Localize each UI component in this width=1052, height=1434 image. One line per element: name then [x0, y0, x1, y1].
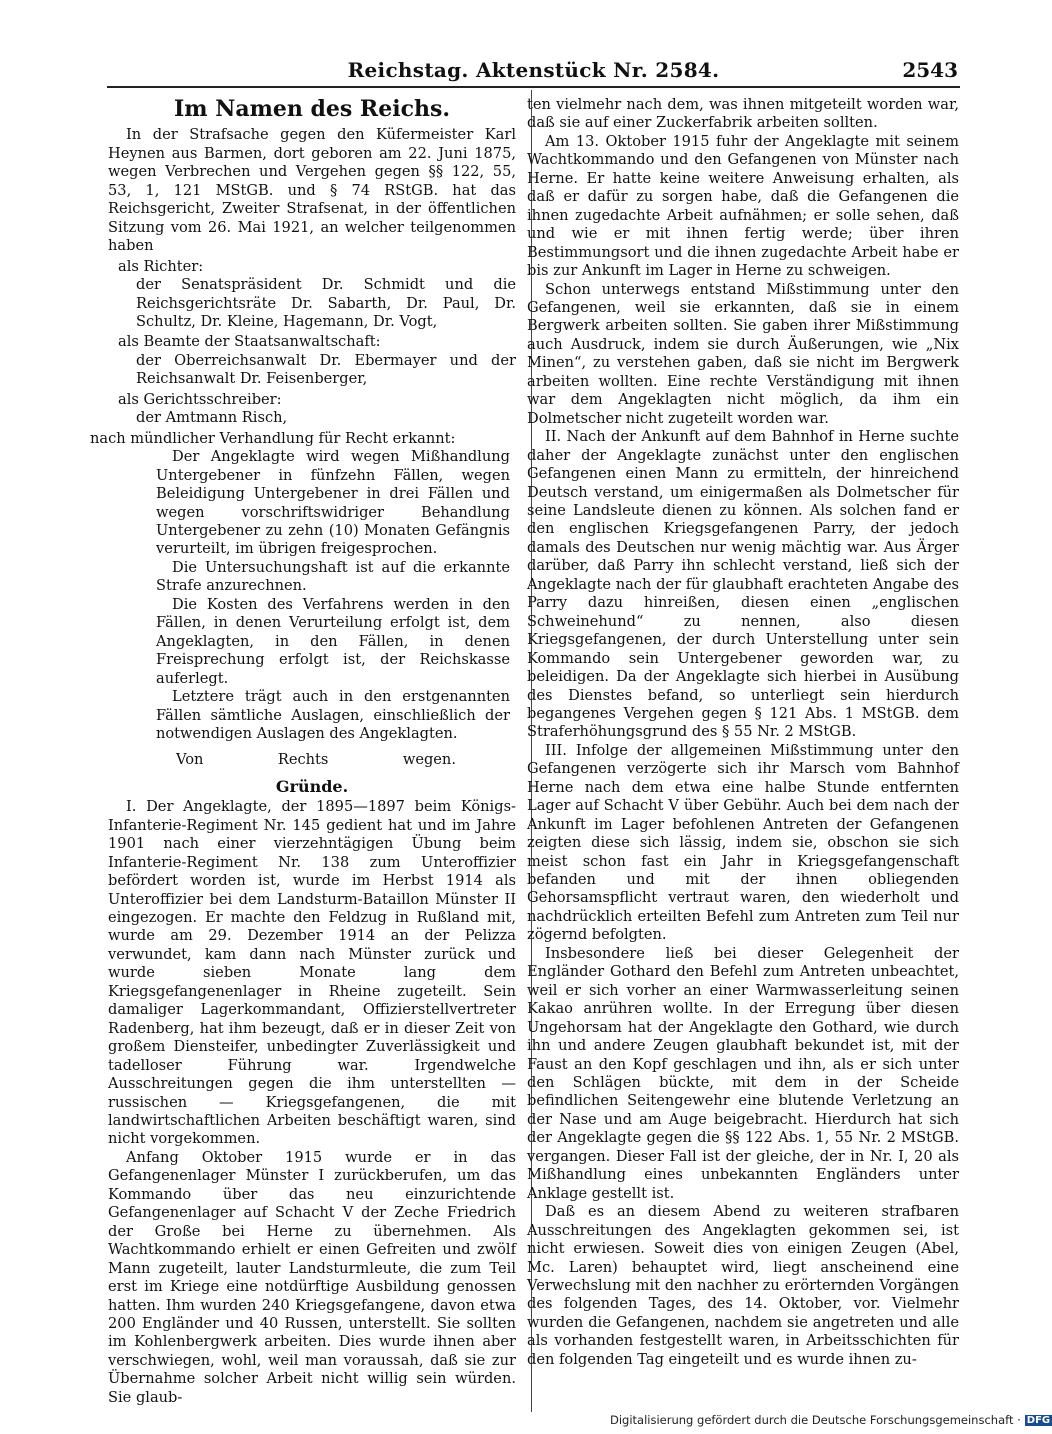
- rechts-word: wegen.: [402, 751, 456, 769]
- verdict-paragraph: Der Angeklagte wird wegen Mißhandlung Untergebener in fünfzehn Fällen, wegen Beleidigung Untergebener in drei Fällen und wegen vorschriftswidriger Behandlung Untergebener zu zehn (10) Monaten Gefängnis verurteilt, im übrigen freigesprochen.: [156, 448, 510, 558]
- body-paragraph: I. Der Angeklagte, der 1895—1897 beim Königs-Infanterie-Regiment Nr. 145 gedient hat und im Jahre 1901 nach einer vierzehntägigen Übung beim Infanterie-Regiment Nr. 138 zum Unteroffizier befördert worden ist, wurde im Herbst 1914 als Unteroffizier bei dem Landsturm-Bataillon Münster II eingezogen. Er machte den Feldzug in Rußland mit, wurde am 29. Dezember 1914 an der Pelizza verwundet, kam dann nach Münster zurück und wurde sieben Monate lang dem Kriegsgefangenenlager in Rheine zugeteilt. Sein damaliger Lagerkommandant, Offizierstellvertreter Radenberg, hat ihm bezeugt, daß er in dieser Zeit von großem Diensteifer, unbedingter Zuverlässigkeit und tadelloser Führung war. Irgendwelche Ausschreitungen gegen die ihm unterstellten — russischen — Kriegsgefangenen, die mit landwirtschaftlichen Arbeiten beschäftigt waren, sind nicht vorgekommen.: [108, 798, 516, 1148]
- schreiber-label: als Gerichtsschreiber:: [118, 390, 282, 408]
- verdict-intro: nach mündlicher Verhandlung für Recht erkannt:: [90, 429, 456, 447]
- body-paragraph: II. Nach der Ankunft auf dem Bahnhof in Herne suchte daher der Angeklagte zunächst unter den englischen Gefangenen einen Mann zu ermitteln, der hinreichend Deutsch verstand, um einigermaßen als Dolmetscher für seine Landsleute dienen zu können. Als solchen fand er den englischen Kriegsgefangenen Parry, der jedoch damals des Deutschen nur wenig mächtig war. Aus Ärger darüber, daß Parry ihn schlecht verstand, ließ sich der Angeklagte nach der für glaubhaft erachteten Angabe des Parry dazu hinreißen, diesen einen „englischen Schweinehund“ zu nennen, also diesen Kriegsgefangenen, der durch Unterstellung unter sein Kommando sein Untergebener geworden war, zu beleidigen. Da der Angeklagte sich hierbei in Ausübung des Dienstes befand, so unterliegt sein hierdurch begangenes Vergehen gegen § 121 Abs. 1 MStGB. dem Straferhöhungsgrund des § 55 Nr. 2 MStGB.: [527, 428, 959, 741]
- running-header: [107, 52, 960, 88]
- body-paragraph: Schon unterwegs entstand Mißstimmung unter den Gefangenen, weil sie erkannten, daß sie in einem Bergwerk arbeiten sollten. Sie gaben ihrer Mißstimmung auch Ausdruck, indem sie durch Äußerungen, wie „Nix Minen“, zu verstehen gaben, daß sie nicht im Bergwerk arbeiten wollten. Eine rechte Verständigung mit ihnen war dem Angeklagten nicht möglich, da ihm ein Dolmetscher nicht zugeteilt worden war.: [527, 280, 959, 427]
- body-paragraph: Am 13. Oktober 1915 fuhr der Angeklagte mit seinem Wachtkommando und den Gefangenen von Münster nach Herne. Er hatte keine weitere Anweisung erhalten, als daß er dafür zu sorgen habe, daß die Gefangenen die ihnen zugedachte Arbeit aufnähmen; er solle sehen, daß und wie er mit ihnen fertig werde; über ihren Bestimmungsort und die ihnen zugedachte Arbeit habe er bis zur Ankunft im Lager in Herne zu schweigen.: [527, 132, 959, 280]
- von-rechts-wegen: [176, 751, 456, 769]
- dfg-logo: DFG: [1026, 1415, 1051, 1426]
- right-column: [527, 96, 959, 1369]
- rechts-word: Von: [176, 751, 204, 769]
- beamte-members: der Oberreichsanwalt Dr. Ebermayer und der Reichsanwalt Dr. Feisenberger,: [136, 351, 516, 388]
- body-paragraph: Anfang Oktober 1915 wurde er in das Gefangenenlager Münster I zurückberufen, um das Kommando über das neu einzurichtende Gefangenenlager auf Schacht V der Zeche Friedrich der Große bei Herne zu übernehmen. Als Wachtkommando erhielt er einen Gefreiten und zwölf Mann zugeteilt, lauter Landsturmleute, die zum Teil erst im Kriege eine notdürftige Ausbildung genossen hatten. Ihm wurden 240 Kriegsgefangene, davon etwa 200 Engländer und 40 Russen, unterstellt. Sie sollten im Kohlenbergwerk arbeiten. Dies wurde ihnen aber verschwiegen, wohl, weil man voraussah, daß sie zur Übernahme solcher Arbeit nicht willig sein würden. Sie glaub-: [108, 1148, 516, 1406]
- intro-paragraph: In der Strafsache gegen den Küfermeister Karl Heynen aus Barmen, dort geboren am 22. Juni 1875, wegen Verbrechen und Vergehen gegen §§ 122, 55, 53, 1, 121 MStGB. und § 74 RStGB. hat das Reichsgericht, Zweiter Strafsenat, in der öffentlichen Sitzung vom 26. Mai 1921, an welcher teilgenommen haben: [108, 126, 516, 255]
- digitization-footer: [610, 1413, 1051, 1427]
- body-paragraph: III. Infolge der allgemeinen Mißstimmung unter den Gefangenen verzögerte sich ihr Marsch vom Bahnhof Herne nach dem etwa eine halbe Stunde entfernten Lager auf Schacht V über Gebühr. Auch bei dem nach der Ankunft im Lager befohlenen Antreten der Gefangenen zeigten diese sich lässig, indem sie, obschon sie sich meist schon fast ein Jahr in Kriegsgefangenschaft befanden und mit der ihnen obliegenden Gehorsamspflicht vertraut waren, den wiederholt und nachdrücklich erteilten Befehl zum Antreten zum Teil nur zögernd befolgten.: [527, 741, 959, 944]
- body-paragraph: ten vielmehr nach dem, was ihnen mitgeteilt worden war, daß sie auf einer Zuckerfabrik arbeiten sollten.: [527, 96, 959, 132]
- footer-text: Digitalisierung gefördert durch die Deutsche Forschungsgemeinschaft ·: [610, 1413, 1021, 1427]
- body-paragraph: Daß es an diesem Abend zu weiteren strafbaren Ausschreitungen des Angeklagten gekommen sei, ist nicht erwiesen. Soweit dies von einigen Zeugen (Abel, Mc. Laren) behauptet wird, liegt anscheinend eine Verwechslung mit den nachher zu erörternden Vorgängen des folgenden Tages, des 14. Oktober, vor. Vielmehr wurden die Gefangenen, nachdem sie angetreten und alle als vorhanden festgestellt waren, in Arbeitsschichten für den folgenden Tag eingeteilt und es wurde ihnen zu-: [527, 1203, 959, 1368]
- left-column: [90, 96, 516, 1407]
- page-number: 2543: [902, 58, 958, 82]
- gruende-heading: Gründe.: [275, 776, 349, 796]
- body-paragraph: Insbesondere ließ bei dieser Gelegenheit der Engländer Gothard den Befehl zum Antreten unbeachtet, weil er sich vorher an einer Warmwasserleitung seinen Kakao anrühren wollte. In der Erregung über diesen Ungehorsam hat der Angeklagte den Gothard, wie durch ihn und andere Zeugen glaubhaft bekundet ist, mit der Faust an den Kopf geschlagen und ihn, als er sich unter den Schlägen bückte, mit dem in der Scheide befindlichen Seitengewehr eine blutende Verletzung an der Nase und am Auge beigebracht. Hierdurch hat sich der Angeklagte gegen die §§ 122 Abs. 1, 55 Nr. 2 MStGB. vergangen. Dieser Fall ist der gleiche, der in Nr. I, 20 als Mißhandlung eines unbekannten Engländers unter Anklage gestellt ist.: [527, 944, 959, 1202]
- header-title: Reichstag. Aktenstück Nr. 2584.: [347, 58, 720, 82]
- verdict-paragraph: Die Kosten des Verfahrens werden in den Fällen, in denen Verurteilung erfolgt ist, dem Angeklagten, in den Fällen, in denen Freisprechung erfolgt ist, der Reichskasse auferlegt.: [156, 595, 510, 687]
- verdict-paragraph: Letztere trägt auch in den erstgenannten Fällen sämtliche Auslagen, einschließlich der notwendigen Auslagen des Angeklagten.: [156, 688, 510, 742]
- schreiber-member: der Amtmann Risch,: [136, 409, 288, 427]
- richter-label: als Richter:: [118, 257, 204, 275]
- judgment-heading: Im Namen des Reichs.: [173, 96, 451, 122]
- beamte-label: als Beamte der Staatsanwaltschaft:: [118, 333, 381, 351]
- richter-members: der Senatspräsident Dr. Schmidt und die Reichsgerichtsräte Dr. Sabarth, Dr. Paul, Dr. Schultz, Dr. Kleine, Hagemann, Dr. Vogt,: [136, 276, 516, 330]
- rechts-word: Rechts: [277, 751, 329, 769]
- verdict-paragraph: Die Untersuchungshaft ist auf die erkannte Strafe anzurechnen.: [156, 558, 510, 595]
